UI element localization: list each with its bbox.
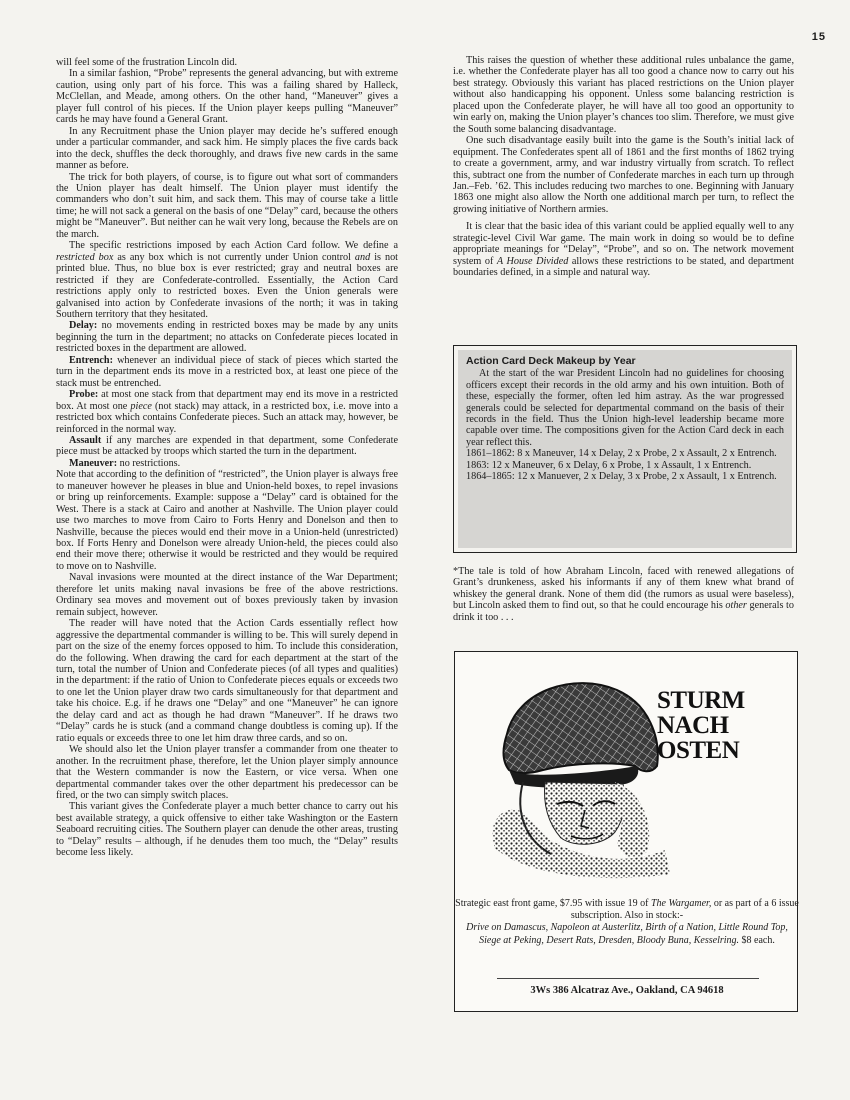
paragraph <box>453 221 794 278</box>
text-run: Drive on Damascus, Napoleon at Austerlitz, Birth of a Nation, Little Round Top, Siege at Peking, Desert Rats, Dresden, Bloody Buna, Kesselring. <box>466 922 788 946</box>
paragraph <box>56 240 398 320</box>
rule-text: no restrictions. <box>117 457 181 469</box>
text-run: (not stack) may attack, in a restricted box, i.e. move into a restricted box which contains Confederate pieces. Such an attack may, however, be reinforced in the normal way. <box>56 400 398 435</box>
sidebar-box <box>453 345 797 553</box>
sidebar-inner <box>458 350 792 548</box>
rule-text: whenever an individual piece of stack of pieces which started the turn in the department ends its move in a restricted box, at least one piece of the stack must be entrenched. <box>56 354 398 389</box>
rule-label: Delay: <box>69 320 98 332</box>
paragraph: will feel some of the frustration Lincoln did. <box>56 57 238 68</box>
text-run: as any box which is not currently under Union control <box>113 251 355 263</box>
footnote <box>453 566 794 623</box>
text-run: The Wargamer, <box>650 898 712 909</box>
sidebar-row: 1864–1865: 12 x Manuever, 2 x Delay, 3 x Probe, 2 x Assault, 1 x Entrench. <box>466 471 777 483</box>
rule-label: Assault <box>69 434 102 446</box>
paragraph <box>56 389 398 435</box>
paragraph: The trick for both players, of course, is to figure out what sort of commanders the Union player has dealt himself. The Union player must identify the commanders who don’t suit him, and sack them. This may of course take a little time; he will not sack a general on the basis of one “Delay” card, because the others might be “Maneuver”. But neither can he wait very long, because the Rebels are on the march. <box>56 171 398 240</box>
text-run: at most one stack from that department may end its move in a restricted box. At most one <box>56 389 398 412</box>
ad-title-line: STURM <box>657 687 745 714</box>
text-run: other <box>725 600 747 612</box>
paragraph: This variant gives the Confederate player a much better chance to carry out his best available strategy, a quick offensive to either take Washington or the Eastern Seaboard recruiting cities. The Southern player can denude the other areas, trusting to “Delay” results – although, if he denudes them too much, the “Delay” results become less likely. <box>56 801 398 859</box>
text-run: piece <box>130 400 152 412</box>
ad-title-line: OSTEN <box>657 737 740 764</box>
text-run: The specific restrictions imposed by each Action Card follow. We define a <box>69 240 398 252</box>
sidebar-rows <box>466 448 784 482</box>
text-run: generals to drink it too . . . <box>453 600 794 623</box>
rule-text: if any marches are expended in that department, some Confederate piece must be attacked by troops which started the turn in the department. <box>56 434 398 458</box>
paragraph: In any Recruitment phase the Union player may decide he’s suffered enough under a particular commander, and sack him. He simply places the five cards back into the deck, shuffles the deck thoroughly, and draws five new cards in the same manner as before. <box>56 125 398 172</box>
sidebar-intro: At the start of the war President Lincoln had no guidelines for choosing officers except their records in the old army and his own intuition. Both of these, especially the former, often led him astray. As the war progressed generals could be selected for departmental command on the basis of their records in the field. Thus the Union high-level leadership became more capable over time. The compositions given for the Action Card deck in each year reflect this. <box>466 368 784 448</box>
text-run: or as part of a 6 issue subscription. Also in stock:- <box>570 898 799 922</box>
paragraph: In a similar fashion, “Probe” represents the general advancing, but with extreme caution, using only part of his force. This was a failing shared by Halleck, McClellan, and Meade, among others. On the other hand, “Maneuver” gives a player full control of his pieces. If the Union player keeps pulling “Maneuver” cards he may have found a General Grant. <box>56 68 398 126</box>
text-run: and <box>354 251 371 263</box>
page-number: 15 <box>811 31 826 43</box>
rule-label: Maneuver: <box>69 457 118 469</box>
paragraph: Naval invasions were mounted at the direct instance of the War Department; therefore let units making naval invasions be free of the above restrictions. Ordinary sea moves and movement out of boxes previously taken by invasion remain subject, however. <box>56 572 398 618</box>
ad-body <box>455 898 799 947</box>
text-run: *The tale is told of how Abraham Lincoln, faced with renewed allegations of Grant’s drunkeness, asked his informants if any of them knew what brand of whiskey the general drank. None of them did (the rumors as usual were baseless), but Lincoln asked them to find out, so that he could encourage his <box>453 566 794 612</box>
right-column <box>453 55 794 279</box>
paragraph: We should also let the Union player transfer a commander from one theater to another. In the recruitment phase, therefore, let the Union player simply announce that the Western commander is now the Eastern, or vice versa. When one departmental commander takes over the other department his predecessor can be fired, or the two can simply switch places. <box>56 744 398 801</box>
text-run: Strategic east front game, $7.95 with issue 19 of <box>455 898 651 909</box>
text-run: allows these restrictions to be stated, and department boundaries defined, in a simple and natural way. <box>453 255 794 279</box>
paragraph <box>56 435 398 458</box>
paragraph: One such disadvantage easily built into the game is the South’s initial lack of equipment. The Confederates spent all of 1861 and the first months of 1862 trying to create a government, army, and war industry virtually from scratch. To reflect this, subtract one from the number of Confederate marches in each turn up through Jan.–Feb. ’62. This includes reducing two marches to one. Beginning with January 1863 one might also allow the North one additional march per turn, to reflect the growing initiative of Northern armies. <box>453 135 794 215</box>
rule-label: Entrench: <box>69 354 113 366</box>
text-run: restricted box <box>56 251 114 263</box>
paragraph <box>56 458 398 469</box>
ad-title-line: NACH <box>657 712 729 739</box>
paragraph <box>56 320 398 354</box>
paragraph: This raises the question of whether these additional rules unbalance the game, i.e. whether the Confederate player has all too good a chance now to carry out his best strategy. Obviously this variant has placed restrictions on the Union player without also handicapping his opponent. Unless some balancing restriction is placed upon the Confederate player, he will have all too good an opportunity to win early on, making the Union player’s chances too slim. Therefore, we must give the South some balancing disadvantage. <box>453 55 794 135</box>
soldier-helmet-illustration <box>465 662 675 880</box>
text-run: $8 each. <box>739 934 775 946</box>
sidebar-title: Action Card Deck Makeup by Year <box>466 355 636 367</box>
sidebar-row: 1861–1862: 8 x Maneuver, 14 x Delay, 2 x Probe, 2 x Assault, 2 x Entrench. <box>466 448 777 460</box>
rule-text: no movements ending in restricted boxes may be made by any units beginning the turn in the department; no attacks on Confederate pieces located in restricted boxes in the department are allowed. <box>56 320 398 355</box>
paragraph <box>56 355 398 389</box>
text-run: A House Divided <box>496 255 569 267</box>
paragraph: Note that according to the definition of “restricted”, the Union player is always free to maneuver however he pleases in blue and Union-held boxes, to repel invasions or bring up reinforcements. Example: suppose a “Delay” card is obtained for the West. There is a stack at Cairo and another at Nashville. The Union player could use two marches to move from Cairo to Forts Henry and Donelson and then to Nashville, because the pieces would end their move in a Union-held (unrestricted) box. If Forts Henry and Donelson were already Union-held, the pieces could also end their move there; otherwise it would be restricted and they would be required to move on to Nashville. <box>56 469 398 572</box>
paragraph: The reader will have noted that the Action Cards essentially reflect how aggressive the departmental commander is willing to be. This will surely depend in part on the size of the enemy forces opposed to him. To include this consideration, do the following. When drawing the card for each department at the start of the turn, total the number of Union and Confederate pieces (of all types and qualities) in the department: if the ratio of Union to Confederate pieces equals or exceeds two to one let the Union player draw two cards simultaneously for that department and take his choice. E.g. if he draws one “Delay” and one “Maneuver” he can ignore the delay card and act as though he had drawn “Maneuver”. If he draws two “Delay” cards he is stuck (and a command change doubtless is coming up). If the ratio equals or exceeds three to one let him draw three cards, and so on. <box>56 618 398 744</box>
text-run: Probe: <box>69 389 99 401</box>
left-column <box>56 57 398 859</box>
text-run: is not printed blue. Thus, no blue box is ever restricted; gray and neutral boxes are restricted if they are Confederate-controlled. Essentially, the Action Card restrictions apply only to restricted boxes. Even the Union generals were galvanised into action by Confederate invasions of the north; it was in taking Southern territory that they hesitated. <box>56 251 399 320</box>
text-run: It is clear that the basic idea of this variant could be applied equally well to any strategic-level Civil War game. The main work in doing so would be to define appropriate meanings for “Delay”, “Probe”, and so on. The network movement system of <box>453 221 794 267</box>
footnote-text <box>453 566 794 623</box>
sidebar-row: 1863: 12 x Maneuver, 6 x Delay, 6 x Probe, 1 x Assault, 1 x Entrench. <box>466 459 752 471</box>
ad-title <box>657 688 787 763</box>
ad-address: 3Ws 386 Alcatraz Ave., Oakland, CA 94618 <box>530 985 724 996</box>
ad-divider <box>497 978 759 979</box>
advertisement <box>454 651 798 1012</box>
